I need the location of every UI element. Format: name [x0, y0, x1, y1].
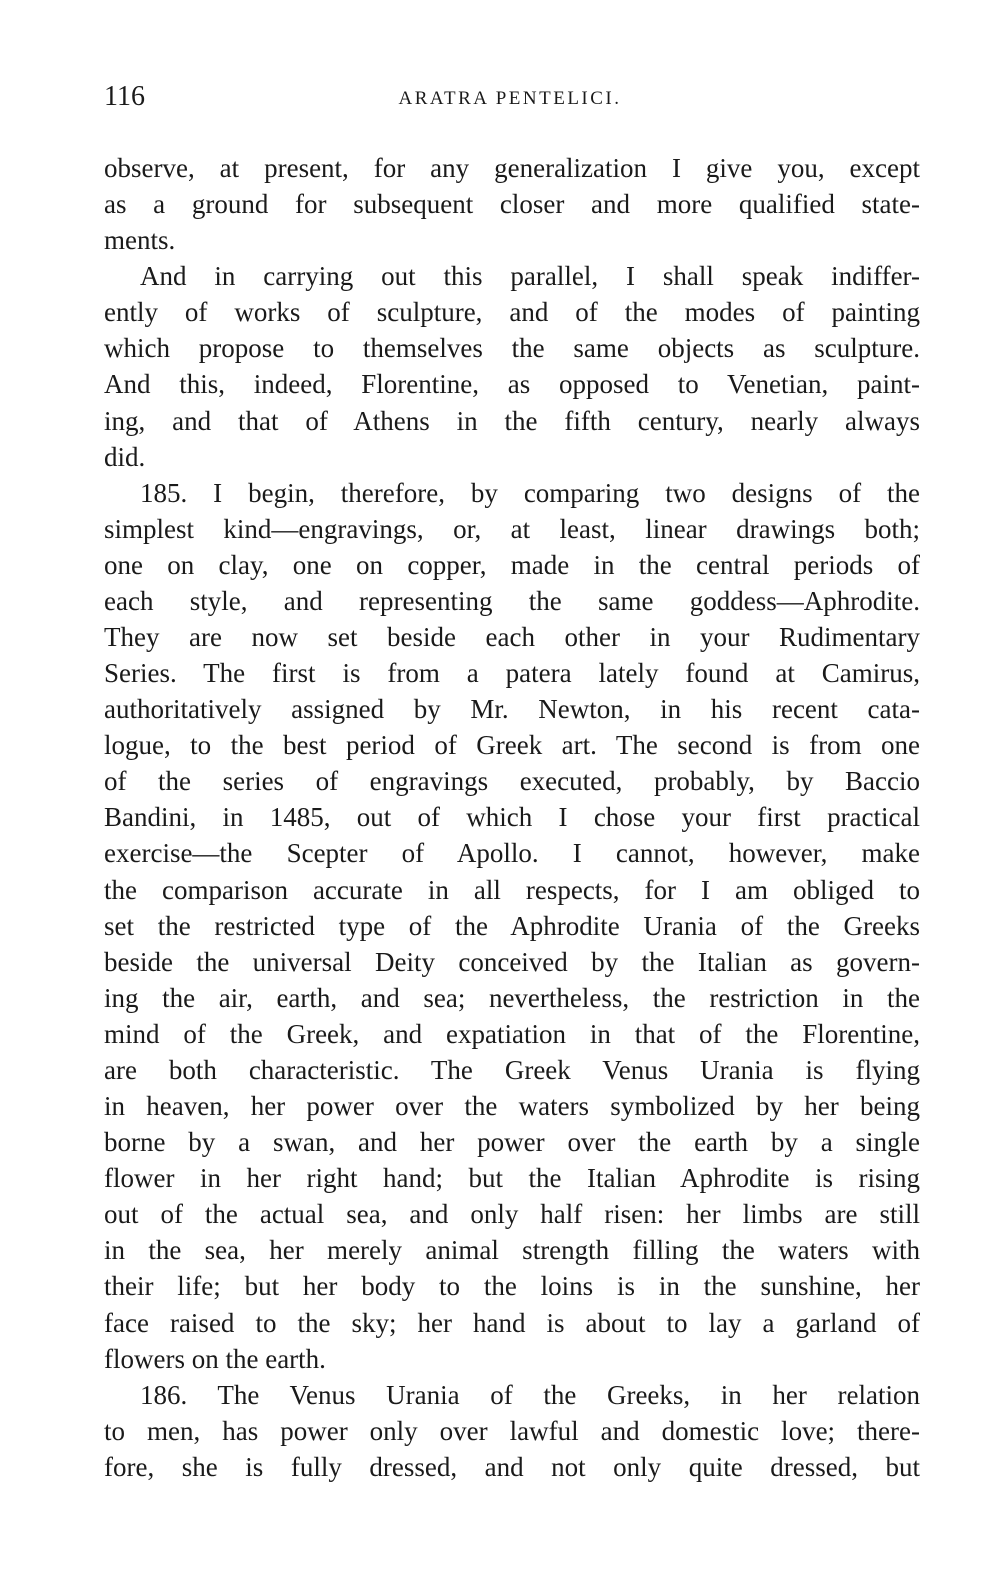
text-line: in heaven, her power over the waters symbolized by her being	[104, 1091, 920, 1122]
text-line: exercise—the Scepter of Apollo. I cannot, however, make	[104, 838, 920, 869]
text-line: one on clay, one on copper, made in the central periods of	[104, 549, 920, 580]
text-line: 186. The Venus Urania of the Greeks, in her relation	[140, 1379, 920, 1410]
text-line: which propose to themselves the same objects as sculpture.	[104, 333, 920, 364]
running-title: ARATRA PENTELICI.	[398, 88, 622, 109]
text-line: of the series of engravings executed, probably, by Baccio	[104, 766, 920, 797]
text-line: set the restricted type of the Aphrodite Urania of the Greeks	[104, 910, 920, 941]
text-line: ing the air, earth, and sea; nevertheless, the restriction in the	[104, 982, 920, 1013]
text-line: their life; but her body to the loins is in the sunshine, her	[104, 1271, 920, 1302]
text-line: And in carrying out this parallel, I shall speak indiffer-	[140, 261, 920, 292]
text-line: the comparison accurate in all respects, for I am obliged to	[104, 874, 920, 905]
text-line: flower in her right hand; but the Italian Aphrodite is rising	[104, 1163, 920, 1194]
text-line: in the sea, her merely animal strength filling the waters with	[104, 1235, 920, 1266]
text-line: simplest kind—engravings, or, at least, linear drawings both;	[104, 513, 920, 544]
text-line: observe, at present, for any generalization I give you, except	[104, 153, 920, 183]
text-line: mind of the Greek, and expatiation in that of the Florentine,	[104, 1018, 920, 1049]
page-number: 116	[104, 81, 145, 112]
text-line: authoritatively assigned by Mr. Newton, in his recent cata-	[104, 694, 920, 725]
text-line: beside the universal Deity conceived by the Italian as govern-	[104, 946, 920, 977]
text-line: Bandini, in 1485, out of which I chose your first practical	[104, 802, 920, 833]
text-line: each style, and representing the same goddess—Aphrodite.	[104, 585, 920, 616]
text-line: ments.	[104, 225, 176, 256]
text-line: They are now set beside each other in your Rudimentary	[104, 622, 920, 653]
text-line: And this, indeed, Florentine, as opposed to Venetian, paint-	[104, 369, 920, 400]
text-line: to men, has power only over lawful and domestic love; there-	[104, 1415, 920, 1446]
text-line: logue, to the best period of Greek art. The second is from one	[104, 730, 920, 761]
text-line: flowers on the earth.	[104, 1343, 326, 1374]
text-line: face raised to the sky; her hand is about to lay a garland of	[104, 1307, 920, 1338]
text-line: out of the actual sea, and only half risen: her limbs are still	[104, 1199, 920, 1230]
text-line: borne by a swan, and her power over the earth by a single	[104, 1127, 920, 1158]
text-line: are both characteristic. The Greek Venus Urania is flying	[104, 1054, 920, 1085]
text-line: Series. The first is from a patera lately found at Camirus,	[104, 658, 920, 689]
text-line: fore, she is fully dressed, and not only quite dressed, but	[104, 1451, 920, 1482]
body-text	[104, 150, 920, 1485]
text-line: ently of works of sculpture, and of the modes of painting	[104, 297, 920, 328]
text-line: did.	[104, 441, 146, 472]
text-line: as a ground for subsequent closer and more qualified state-	[104, 189, 920, 220]
text-line: 185. I begin, therefore, by comparing two designs of the	[140, 477, 920, 508]
text-line: ing, and that of Athens in the fifth century, nearly always	[104, 405, 920, 436]
